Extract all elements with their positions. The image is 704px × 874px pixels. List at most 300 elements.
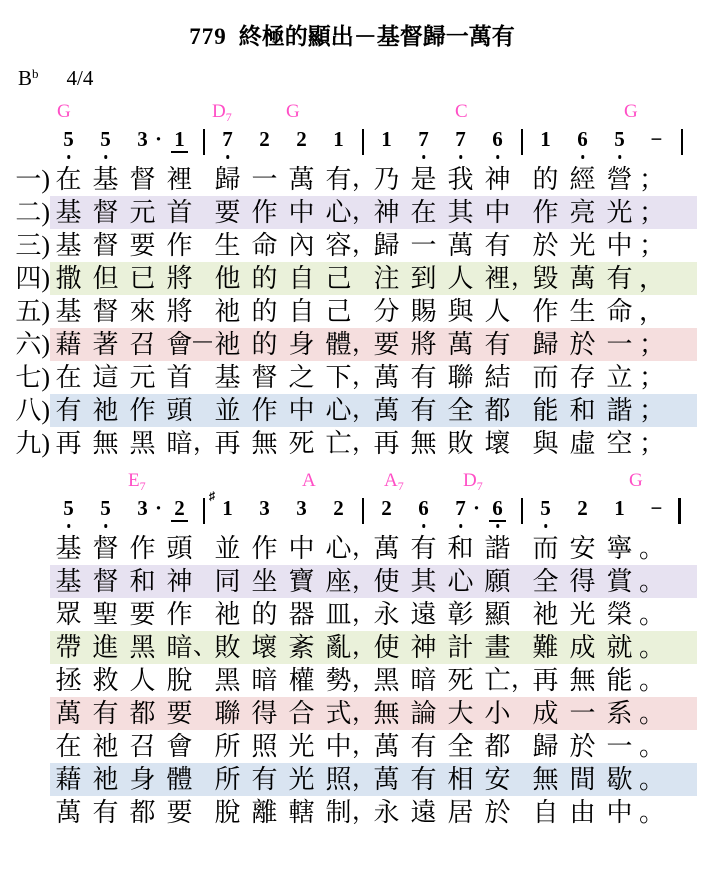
lyric-line: [0, 664, 704, 697]
lyric-char: 要: [373, 330, 400, 359]
lyric-char: 黑: [129, 429, 156, 458]
lyric-char: 一: [606, 330, 633, 359]
lyric-text: [50, 427, 697, 460]
lyric-char: 就: [606, 633, 633, 662]
note: 6: [479, 492, 516, 532]
lyric-char: 歸: [214, 165, 241, 194]
gap-punctuation: ，: [352, 601, 376, 627]
lyric-char: 的: [251, 600, 278, 629]
music-sections: [0, 101, 704, 829]
lyric-char: 無: [532, 765, 559, 794]
note: 2: [333, 496, 344, 520]
lyric-char: 一: [251, 165, 278, 194]
note: 5: [50, 492, 87, 532]
lyric-char: 督: [129, 165, 156, 194]
lyric-char: 顯: [484, 600, 511, 629]
lyric-char: 召: [129, 732, 156, 761]
low-octave-dot: [422, 155, 426, 159]
lyric-char: 全: [447, 396, 474, 425]
lyric-char: 萬: [373, 765, 400, 794]
chord-label: $A_7$: [384, 470, 404, 493]
lyric-text: [50, 196, 697, 229]
lyric-char: 有: [410, 765, 437, 794]
note: 7: [442, 123, 479, 163]
lyric-char: 聖: [92, 600, 119, 629]
lyric-char: 立: [606, 363, 633, 392]
note: 2: [161, 492, 198, 532]
gap-punctuation: [198, 697, 209, 730]
barline: [516, 492, 527, 532]
lyric-char: 作: [251, 534, 278, 563]
time-signature: 4/4: [66, 66, 94, 90]
notation-line: [0, 123, 704, 163]
lyric-char: 光: [288, 765, 315, 794]
lyric-line: [0, 361, 704, 394]
lyric-line: [0, 427, 704, 460]
gap-punctuation: [516, 295, 527, 328]
lyric-line: [0, 532, 704, 565]
low-octave-dot: [67, 155, 71, 159]
note: 1: [381, 127, 392, 151]
lyric-char: 系: [606, 699, 633, 728]
chord-label: $D_7$: [463, 470, 483, 493]
lyric-char: 基: [214, 363, 241, 392]
lyric-char: 得: [569, 567, 596, 596]
key-signature: [18, 60, 704, 88]
lyric-char: 合: [288, 699, 315, 728]
lyric-char: 永: [373, 600, 400, 629]
note: 3 ·: [137, 496, 162, 520]
note: 7: [405, 123, 442, 163]
gap-punctuation: [516, 427, 527, 460]
lyric-char: 眾: [55, 600, 82, 629]
notation-indent: [0, 123, 50, 163]
lyric-char: 中: [288, 534, 315, 563]
lyric-char: 光: [288, 732, 315, 761]
lyric-char: 一: [569, 699, 596, 728]
music-section: [0, 101, 704, 460]
lyric-char: 元: [129, 363, 156, 392]
lyric-line: [0, 598, 704, 631]
lyric-char: 帶: [55, 633, 82, 662]
lyric-char: 在: [55, 165, 82, 194]
lyric-char: 毀: [532, 264, 559, 293]
chord-line: [0, 101, 704, 123]
lyric-char: 永: [373, 798, 400, 827]
lyric-char: 亡: [325, 429, 352, 458]
lyric-char: 將: [410, 330, 437, 359]
lyric-char: 作: [166, 600, 193, 629]
lyric-char: 體: [166, 765, 193, 794]
lyric-char: 拯: [55, 666, 82, 695]
lyric-char: 心: [447, 567, 474, 596]
lyric-char: 照: [251, 732, 278, 761]
verse-number: 五): [15, 297, 50, 326]
lyric-char: 座: [325, 567, 352, 596]
low-octave-dot: [496, 524, 500, 528]
lyric-char: 歸: [532, 732, 559, 761]
lyric-char: 作: [129, 396, 156, 425]
lyric-char: 要: [129, 600, 156, 629]
lyric-char: 諧: [606, 396, 633, 425]
lyric-char: 分: [373, 297, 400, 326]
lyric-char: 心: [325, 396, 352, 425]
end-punctuation: 。: [639, 732, 666, 761]
verse-number: 九): [15, 429, 50, 458]
lyric-char: 裡: [484, 264, 511, 293]
lyric-char: 有: [410, 396, 437, 425]
end-punctuation: ，: [639, 264, 666, 293]
note: 3: [259, 496, 270, 520]
lyric-char: 與: [447, 297, 474, 326]
lyric-char: 都: [484, 732, 511, 761]
lyric-char: 體: [325, 330, 352, 359]
lyric-char: 的: [251, 330, 278, 359]
lyric-char: 於: [532, 231, 559, 260]
gap-punctuation: [357, 262, 368, 295]
lyric-char: 內: [288, 231, 315, 260]
lyric-char: 制: [325, 798, 352, 827]
verse-number: 一): [15, 165, 50, 194]
note: 2: [381, 496, 392, 520]
lyric-text: [50, 697, 697, 730]
verse-number: 七): [15, 363, 50, 392]
gap-punctuation: [516, 763, 527, 796]
lyric-char: 人: [447, 264, 474, 293]
gap-punctuation: [198, 262, 209, 295]
note: −: [650, 496, 663, 520]
lyric-char: 無: [410, 429, 437, 458]
lyric-char: 暗: [251, 666, 278, 695]
gap-punctuation: [198, 295, 209, 328]
end-barline: [675, 123, 689, 163]
lyric-char: 歸: [532, 330, 559, 359]
lyric-char: 神: [166, 567, 193, 596]
gap-punctuation: [516, 697, 527, 730]
lyric-char: 督: [92, 297, 119, 326]
gap-punctuation: [516, 328, 527, 361]
lyric-char: 頭: [166, 396, 193, 425]
lyric-char: 基: [92, 165, 119, 194]
lyric-char: 寧: [606, 534, 633, 563]
lyric-text: [50, 532, 697, 565]
gap-punctuation: [516, 229, 527, 262]
lyric-char: 安: [484, 765, 511, 794]
lyric-char: 有: [606, 264, 633, 293]
lyric-char: 自: [288, 264, 315, 293]
lyric-char: 有: [484, 231, 511, 260]
lyric-char: 再: [373, 429, 400, 458]
lyric-char: 命: [251, 231, 278, 260]
lyric-char: 生: [569, 297, 596, 326]
note: 1: [540, 127, 551, 151]
end-punctuation: 。: [639, 666, 666, 695]
lyric-char: 將: [166, 264, 193, 293]
lyric-char: 得: [251, 699, 278, 728]
lyric-char: 安: [569, 534, 596, 563]
lyric-char: 首: [166, 198, 193, 227]
lyric-char: 祂: [92, 396, 119, 425]
lyric-char: 暗: [166, 429, 193, 458]
gap-punctuation: ，: [352, 166, 376, 192]
lyric-char: 中: [288, 396, 315, 425]
lyric-char: 己: [325, 264, 352, 293]
gap-punctuation: [516, 394, 527, 427]
lyric-char: 由: [569, 798, 596, 827]
lyric-char: 榮: [606, 600, 633, 629]
note: 1 ♯: [209, 489, 233, 520]
lyric-char: 壞: [484, 429, 511, 458]
lyric-char: 我: [447, 165, 474, 194]
note: 1: [333, 127, 344, 151]
lyric-char: 祂: [214, 600, 241, 629]
lyric-char: 督: [92, 567, 119, 596]
lyric-char: 身: [129, 765, 156, 794]
lyric-char: 離: [251, 798, 278, 827]
lyric-char: 有: [325, 165, 352, 194]
end-punctuation: ；: [639, 429, 666, 458]
lyric-char: 無: [251, 429, 278, 458]
lyric-char: 要: [166, 699, 193, 728]
gap-punctuation: ，: [352, 568, 376, 594]
lyric-char: 心: [325, 198, 352, 227]
dotted-note-dot: ·: [472, 496, 480, 520]
dotted-note-dot: ·: [154, 127, 162, 151]
lyric-char: 畫: [484, 633, 511, 662]
note: 6: [479, 123, 516, 163]
lyric-line: [0, 565, 704, 598]
lyric-char: 坐: [251, 567, 278, 596]
lyric-char: 注: [373, 264, 400, 293]
gap-punctuation: ，: [193, 430, 217, 456]
lyric-char: 權: [288, 666, 315, 695]
gap-punctuation: [516, 730, 527, 763]
lyric-char: 成: [532, 699, 559, 728]
lyric-char: 都: [129, 798, 156, 827]
lyric-char: 之: [288, 363, 315, 392]
lyric-char: 萬: [55, 699, 82, 728]
lyric-line: [0, 697, 704, 730]
lyric-char: 照: [325, 765, 352, 794]
lyric-char: 自: [532, 798, 559, 827]
lyric-char: 於: [569, 732, 596, 761]
barline: [357, 123, 368, 163]
lyric-char: 聯: [447, 363, 474, 392]
lyric-char: 首: [166, 363, 193, 392]
lyric-char: 所: [214, 765, 241, 794]
lyric-char: 基: [55, 231, 82, 260]
gap-punctuation: [198, 598, 209, 631]
lyric-char: 與: [532, 429, 559, 458]
gap-punctuation: [357, 295, 368, 328]
lyric-char: 其: [410, 567, 437, 596]
lyric-char: 暗: [166, 633, 193, 662]
chord-label: G: [624, 101, 638, 122]
lyric-char: 的: [251, 297, 278, 326]
lyric-char: 召: [129, 330, 156, 359]
gap-punctuation: ，: [352, 700, 376, 726]
lyric-text: [50, 361, 697, 394]
lyric-char: 死: [288, 429, 315, 458]
lyric-line: [0, 730, 704, 763]
lyric-text: [50, 796, 697, 829]
lyric-char: 難: [532, 633, 559, 662]
lyric-char: 而: [532, 534, 559, 563]
lyric-char: 紊: [288, 633, 315, 662]
gap-punctuation: ，: [511, 667, 535, 693]
lyric-char: 會: [166, 732, 193, 761]
note: 7 ·: [442, 492, 479, 532]
lyric-text: [50, 229, 697, 262]
lyric-char: 萬: [373, 534, 400, 563]
end-barline: [675, 492, 689, 532]
lyric-char: 都: [129, 699, 156, 728]
lyric-char: 元: [129, 198, 156, 227]
lyric-char: 心: [325, 534, 352, 563]
lyric-char: 黑: [373, 666, 400, 695]
lyric-char: 亡: [484, 666, 511, 695]
gap-punctuation: ，: [352, 331, 376, 357]
verse-number: [0, 631, 50, 664]
lyric-text: [50, 664, 697, 697]
lyric-char: 遠: [410, 600, 437, 629]
low-octave-dot: [581, 155, 585, 159]
lyric-line: [0, 262, 704, 295]
lyric-char: 並: [214, 534, 241, 563]
lyric-char: 的: [251, 264, 278, 293]
note: 5: [527, 492, 564, 532]
lyric-char: 小: [484, 699, 511, 728]
lyric-char: 著: [92, 330, 119, 359]
lyric-char: 督: [92, 231, 119, 260]
gap-punctuation: [516, 196, 527, 229]
lyric-char: 萬: [55, 798, 82, 827]
lyric-char: 在: [410, 198, 437, 227]
gap-punctuation: [516, 565, 527, 598]
lyric-char: 會: [166, 330, 193, 359]
lyric-char: 居: [447, 798, 474, 827]
gap-punctuation: [198, 763, 209, 796]
lyric-char: 一: [410, 231, 437, 260]
end-punctuation: 。: [639, 633, 666, 662]
sharp-icon: ♯: [209, 489, 215, 503]
gap-punctuation: [198, 163, 209, 196]
lyric-char: 基: [55, 297, 82, 326]
lyric-char: 萬: [373, 363, 400, 392]
note: 1: [161, 123, 198, 163]
gap-punctuation: [198, 730, 209, 763]
lyric-char: 進: [92, 633, 119, 662]
lyric-char: 神: [373, 198, 400, 227]
gap-punctuation: ，: [352, 667, 376, 693]
verse-number: 三): [15, 231, 50, 260]
lyric-char: 和: [569, 396, 596, 425]
lyric-char: 一: [606, 732, 633, 761]
verse-number: 二): [15, 198, 50, 227]
end-punctuation: ；: [639, 363, 666, 392]
lyric-char: 光: [569, 600, 596, 629]
lyric-char: 中: [606, 798, 633, 827]
gap-punctuation: [516, 532, 527, 565]
gap-punctuation: [516, 361, 527, 394]
chord-label: $E_7$: [128, 470, 146, 493]
lyric-char: 相: [447, 765, 474, 794]
lyric-char: 到: [410, 264, 437, 293]
lyric-char: 作: [129, 534, 156, 563]
lyric-char: 光: [606, 198, 633, 227]
lyric-text: [50, 262, 697, 295]
end-punctuation: ；: [639, 330, 666, 359]
gap-punctuation: ，: [511, 265, 535, 291]
lyric-char: 能: [532, 396, 559, 425]
gap-punctuation: [198, 664, 209, 697]
lyric-char: 大: [447, 699, 474, 728]
lyric-char: 的: [532, 165, 559, 194]
lyric-char: 其: [447, 198, 474, 227]
lyric-text: [50, 565, 697, 598]
lyric-char: 使: [373, 633, 400, 662]
lyric-char: 萬: [288, 165, 315, 194]
lyric-line: [0, 631, 704, 664]
hymn-number: 779: [189, 24, 227, 49]
lyric-line: [0, 163, 704, 196]
end-punctuation: ；: [639, 396, 666, 425]
notation-line: [0, 489, 704, 532]
chord-label: C: [455, 101, 468, 122]
lyric-char: 要: [166, 798, 193, 827]
lyric-char: 有: [92, 699, 119, 728]
end-punctuation: ；: [639, 165, 666, 194]
key-letter: B: [18, 66, 33, 90]
lyric-char: 基: [55, 567, 82, 596]
lyric-char: 暗: [410, 666, 437, 695]
lyric-char: 基: [55, 198, 82, 227]
lyric-char: 中: [325, 732, 352, 761]
barline: [516, 123, 527, 163]
gap-punctuation: [198, 229, 209, 262]
lyric-char: 祂: [92, 765, 119, 794]
lyric-text: [50, 598, 697, 631]
verse-number: [0, 763, 50, 796]
low-octave-dot: [459, 155, 463, 159]
lyric-char: 祂: [214, 330, 241, 359]
lyric-char: 生: [214, 231, 241, 260]
lyric-char: 中: [606, 231, 633, 260]
lyric-char: 但: [92, 264, 119, 293]
lyric-char: 結: [484, 363, 511, 392]
lyric-char: 作: [166, 231, 193, 260]
lyric-char: 歸: [373, 231, 400, 260]
lyric-char: 下: [325, 363, 352, 392]
lyric-char: 諧: [484, 534, 511, 563]
gap-punctuation: ，: [352, 364, 376, 390]
lyric-char: 乃: [373, 165, 400, 194]
notation-indent: [0, 492, 50, 532]
note: 6: [405, 492, 442, 532]
lyric-char: 計: [447, 633, 474, 662]
lyric-char: 亂: [325, 633, 352, 662]
lyric-char: 督: [251, 363, 278, 392]
low-octave-dot: [226, 155, 230, 159]
barline: [198, 492, 209, 532]
lyric-char: 有: [251, 765, 278, 794]
lyric-char: 作: [532, 198, 559, 227]
gap-punctuation: ，: [352, 199, 376, 225]
music-section: [0, 470, 704, 829]
note: 5: [50, 123, 87, 163]
lyric-char: 這: [92, 363, 119, 392]
lyric-char: 人: [129, 666, 156, 695]
